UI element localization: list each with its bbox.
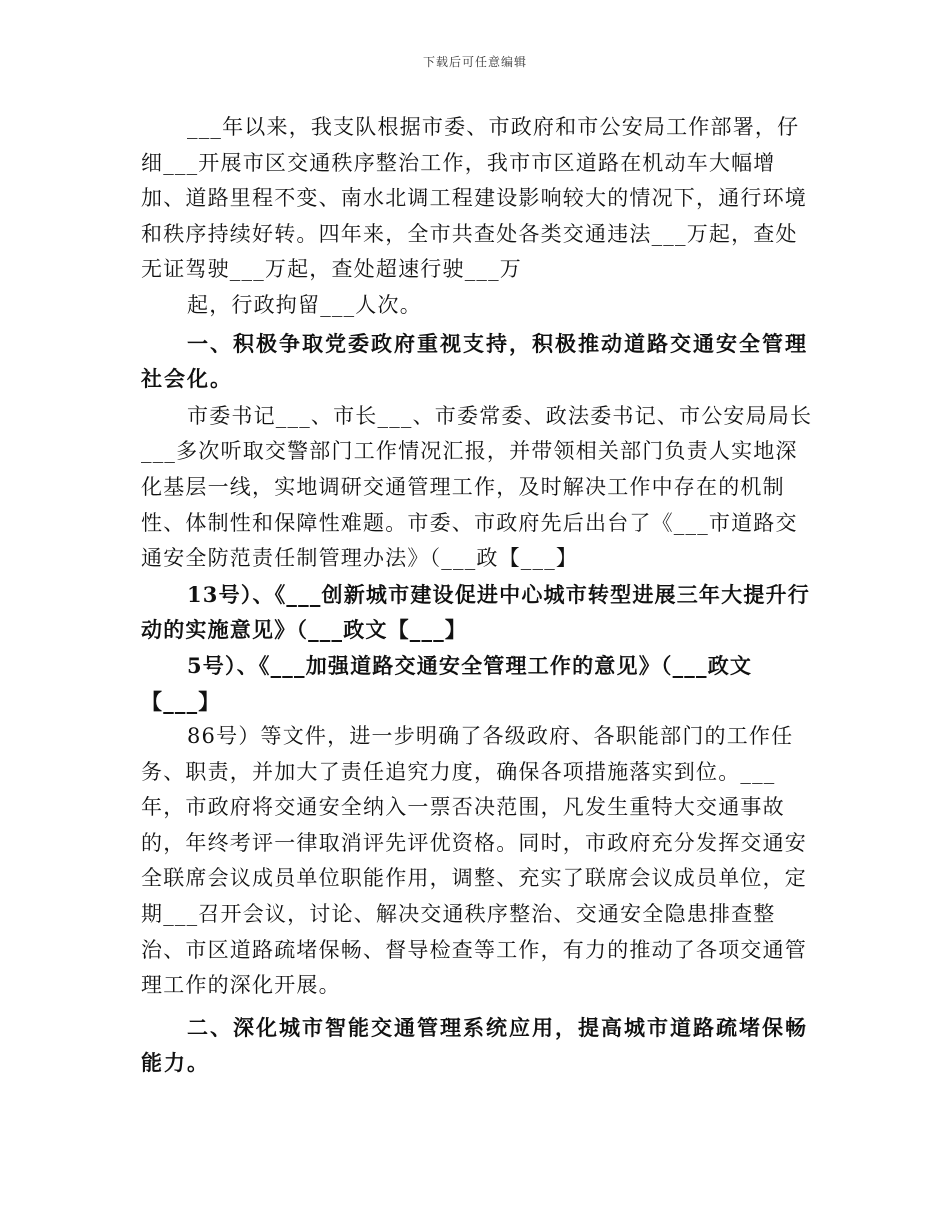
paragraph-intro-continued: 起，行政拘留___人次。 — [187, 292, 422, 317]
paragraph-intro: ___年以来，我支队根据市委、市政府和市公安局工作部署，仔细___开展市区交通秩序整治工作，我市市区道路在机动车大幅增加、道路里程不变、南水北调工程建设影响较大的情况下，通行环境和秩序持续好转。四年来，全市共查处各类交通违法___万起，查处无证驾驶___万起，查处超速行驶___万 — [141, 115, 807, 282]
paragraph-section-1: 市委书记___、市长___、市委常委、政法委书记、市公安局局长___多次听取交警部门工作情况汇报，并带领相关部门负责人实地深化基层一线，实地调研交通管理工作，及时解决工作中存在的机制性、体制性和保障性难题。市委、市政府先后出台了《___市道路交通安全防范责任制管理办法》（___政【___】 — [141, 403, 813, 571]
section-heading-1: 一、积极争取党委政府重视支持，积极推动道路交通安全管理社会化。 — [141, 330, 808, 392]
page-header: 下载后可任意编辑 — [422, 55, 527, 69]
paragraph-document-ref-1: 13号）、《___创新城市建设促进中心城市转型进展三年大提升行动的实施意见》（___政文【___】 — [141, 581, 810, 643]
section-heading-2: 二、深化城市智能交通管理系统应用，提高城市道路疏堵保畅能力。 — [141, 1014, 808, 1076]
paragraph-section-1-continued: 86号）等文件，进一步明确了各级政府、各职能部门的工作任务、职责，并加大了责任追究力度，确保各项措施落实到位。___年，市政府将交通安全纳入一票否决范围，凡发生重特大交通事故的，年终考评一律取消评先评优资格。同时，市政府充分发挥交通安全联席会议成员单位职能作用，调整、充实了联席会议成员单位，定期___召开会议，讨论、解决交通秩序整治、交通安全隐患排查整治、市区道路疏堵保畅、督导检查等工作，有力的推动了各项交通管理工作的深化开展。 — [141, 724, 807, 998]
document-body — [141, 110, 816, 1083]
paragraph-document-ref-2: 5号）、《___加强道路交通安全管理工作的意见》（___政文【___】 — [141, 652, 753, 714]
